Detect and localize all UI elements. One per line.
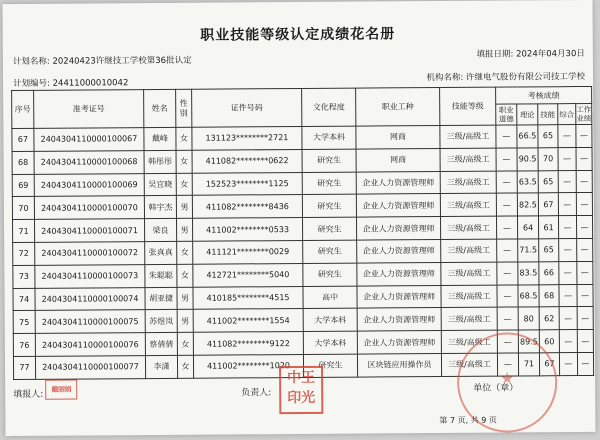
cell-comprehensive: —	[558, 125, 576, 148]
cell-skill: 66	[539, 261, 559, 284]
filler-signature-text: 戴丽娟	[51, 385, 71, 394]
seal-line-2: 印光	[287, 389, 316, 407]
cell-performance: —	[576, 170, 592, 193]
cell-education: 高中	[303, 286, 357, 309]
cell-id-no: 410185********4515	[193, 286, 303, 310]
cell-gender: 女	[177, 355, 193, 378]
cell-level: 三级/高级工	[441, 353, 497, 376]
seal-star-icon: ★	[499, 368, 515, 388]
plan-number-label: 计划编号:	[13, 78, 50, 89]
header-education: 文化程度	[302, 88, 356, 126]
header-ethics: 职业道德	[496, 104, 517, 125]
cell-education: 研究生	[302, 194, 356, 217]
cell-performance: —	[577, 261, 593, 284]
cell-performance: —	[576, 147, 592, 170]
cell-seq: 69	[12, 174, 34, 197]
cell-gender: 男	[176, 196, 192, 219]
cell-occupation: 企业人力资源管理师	[357, 331, 441, 354]
cell-education: 研究生	[302, 149, 356, 172]
cell-theory: 80	[518, 307, 539, 330]
cell-level: 三级/高级工	[440, 171, 496, 194]
header-skill: 技能	[538, 104, 558, 125]
cell-comprehensive: —	[559, 330, 577, 353]
cell-education: 研究生	[303, 354, 357, 377]
cell-id-no: 411121********0029	[193, 240, 303, 264]
cell-name: 吴宜晓	[144, 173, 176, 196]
cell-education: 大学本科	[302, 126, 356, 149]
cell-exam-no: 2404304110000100068	[34, 150, 144, 174]
cell-gender: 男	[177, 287, 193, 310]
cell-name: 李潇	[145, 355, 177, 378]
cell-name: 苏煜岚	[145, 310, 177, 333]
cell-comprehensive: —	[558, 193, 576, 216]
organization	[426, 70, 585, 83]
responsible-seal	[279, 366, 323, 414]
page-indicator: 第 7 页, 共 9 页	[439, 415, 497, 426]
cell-theory: 64	[517, 216, 538, 239]
cell-seq: 75	[13, 311, 35, 334]
cell-gender: 女	[177, 332, 193, 355]
cell-performance: —	[577, 284, 593, 307]
document-page	[2, 0, 595, 436]
cell-theory: 71.5	[518, 239, 539, 262]
cell-occupation: 网商	[356, 126, 440, 149]
cell-id-no: 411082********9122	[193, 332, 303, 356]
cell-exam-no: 2404304110000100069	[34, 173, 144, 197]
header-occupation: 职业工种	[356, 88, 440, 127]
plan-name-label: 计划名称:	[12, 56, 50, 67]
cell-skill: 67	[539, 353, 559, 376]
cell-comprehensive: —	[559, 284, 577, 307]
cell-seq: 72	[13, 242, 35, 265]
header-name: 姓名	[144, 89, 176, 127]
cell-occupation: 区块链应用操作员	[357, 353, 441, 376]
cell-performance: —	[576, 216, 592, 239]
cell-education: 研究生	[303, 263, 357, 286]
cell-id-no: 412721********5040	[193, 263, 303, 287]
cell-education: 研究生	[302, 217, 356, 240]
cell-theory: 71	[518, 353, 539, 376]
cell-id-no: 411082********0622	[192, 149, 302, 173]
org-label: 机构名称:	[426, 72, 464, 84]
cell-education: 研究生	[303, 240, 357, 263]
cell-seq: 71	[13, 220, 35, 243]
cell-name: 张真真	[145, 241, 177, 264]
cell-theory: 66.5	[517, 125, 538, 148]
cell-seq: 74	[13, 288, 35, 311]
cell-gender: 女	[177, 264, 193, 287]
cell-id-no: 411002********1554	[193, 309, 303, 333]
plan-name-value: 20240423许继技工学校第36批认定	[52, 55, 192, 67]
cell-theory: 89.5	[518, 330, 539, 353]
cell-skill: 65	[539, 239, 559, 262]
cell-name: 韩宇杰	[144, 196, 176, 219]
cell-name: 梁良	[145, 219, 177, 242]
cell-exam-no: 2404304110000100077	[35, 356, 145, 380]
cell-education: 研究生	[302, 172, 356, 195]
cell-ethics: —	[496, 125, 517, 148]
cell-occupation: 企业人力资源管理师	[357, 239, 441, 262]
cell-level: 三级/高级工	[441, 262, 497, 285]
cell-comprehensive: —	[559, 261, 577, 284]
cell-ethics: —	[496, 193, 517, 216]
cell-skill: 65	[538, 170, 558, 193]
cell-performance: —	[576, 193, 592, 216]
cell-education: 大学本科	[303, 331, 357, 354]
cell-level: 三级/高级工	[441, 330, 497, 353]
header-comprehensive: 综合	[558, 104, 576, 125]
cell-gender: 女	[176, 173, 192, 196]
cell-exam-no: 2404304110000100076	[35, 333, 145, 357]
cell-name: 蔡倩倩	[145, 333, 177, 356]
cell-performance: —	[577, 330, 593, 353]
cell-skill: 60	[539, 330, 559, 353]
cell-gender: 男	[177, 218, 193, 241]
cell-performance: —	[577, 238, 593, 261]
cell-exam-no: 2404304110000100067	[34, 128, 144, 152]
filler-signature-stamp	[45, 380, 77, 400]
cell-comprehensive: —	[558, 170, 576, 193]
fill-date-value: 2024年04月30日	[516, 49, 585, 60]
cell-occupation: 企业人力资源管理师	[357, 262, 441, 285]
cell-ethics: —	[497, 262, 518, 285]
cell-comprehensive: —	[558, 147, 576, 170]
cell-exam-no: 2404304110000100073	[35, 264, 145, 288]
filler-label: 填报人:	[13, 389, 44, 400]
cell-performance: —	[577, 307, 593, 330]
cell-exam-no: 2404304110000100072	[35, 242, 145, 266]
cell-name: 韩彤彤	[144, 150, 176, 173]
fill-date-label: 填报日期:	[476, 49, 514, 60]
cell-ethics: —	[497, 285, 518, 308]
cell-exam-no: 2404304110000100074	[35, 287, 145, 311]
unit-label: 单位（章）	[473, 383, 519, 394]
responsible-label: 负责人:	[241, 388, 272, 399]
cell-skill: 67	[538, 193, 558, 216]
cell-comprehensive: —	[559, 239, 577, 262]
cell-theory: 83.5	[518, 262, 539, 285]
cell-occupation: 企业人力资源管理师	[356, 217, 440, 240]
cell-skill: 70	[538, 147, 558, 170]
cell-occupation: 企业人力资源管理师	[356, 171, 440, 194]
plan-number-value: 24411000010042	[52, 78, 129, 89]
cell-name: 戴峰	[144, 127, 176, 150]
cell-theory: 90.5	[517, 148, 538, 171]
cell-id-no: 152523********1125	[192, 172, 302, 196]
cell-ethics: —	[497, 330, 518, 353]
cell-skill: 61	[538, 216, 558, 239]
cell-seq: 67	[12, 128, 34, 151]
cell-level: 三级/高级工	[440, 216, 496, 239]
cell-theory: 63.5	[517, 170, 538, 193]
plan-number	[13, 76, 128, 89]
cell-exam-no: 2404304110000100071	[35, 219, 145, 243]
cell-exam-no: 2404304110000100070	[34, 196, 144, 220]
cell-occupation: 企业人力资源管理师	[356, 194, 440, 217]
cell-skill: 62	[539, 307, 559, 330]
cell-seq: 76	[13, 334, 35, 357]
cell-level: 三级/高级工	[441, 239, 497, 262]
cell-seq: 77	[13, 356, 35, 379]
header-exam-no: 准考证号	[34, 90, 144, 129]
cell-level: 三级/高级工	[440, 125, 496, 148]
fill-date	[476, 47, 584, 60]
cell-performance: —	[577, 352, 593, 375]
seal-line-1: 中王	[287, 369, 316, 387]
cell-occupation: 企业人力资源管理师	[357, 308, 441, 331]
cell-id-no: 131123********2721	[192, 126, 302, 150]
cell-ethics: —	[496, 148, 517, 171]
cell-ethics: —	[497, 307, 518, 330]
cell-skill: 65	[538, 125, 558, 148]
cell-name: 朱聪聪	[145, 264, 177, 287]
cell-name: 胡亚捷	[145, 287, 177, 310]
document-title: 职业技能等级认定成绩花名册	[200, 26, 396, 44]
header-theory: 理论	[517, 104, 538, 125]
cell-skill: 68	[539, 284, 559, 307]
cell-ethics: —	[497, 239, 518, 262]
cell-exam-no: 2404304110000100075	[35, 310, 145, 334]
cell-seq: 68	[12, 151, 34, 174]
cell-level: 三级/高级工	[440, 194, 496, 217]
cell-gender: 女	[177, 241, 193, 264]
cell-level: 三级/高级工	[441, 307, 497, 330]
header-scores: 考核成绩	[496, 86, 592, 104]
cell-level: 三级/高级工	[441, 285, 497, 308]
cell-education: 大学本科	[303, 308, 357, 331]
cell-ethics: —	[496, 171, 517, 194]
plan-name	[13, 54, 192, 67]
cell-comprehensive: —	[559, 307, 577, 330]
cell-id-no: 411002********0533	[193, 218, 303, 242]
cell-theory: 82.5	[517, 193, 538, 216]
cell-seq: 73	[13, 265, 35, 288]
cell-gender: 女	[176, 127, 192, 150]
cell-occupation: 网商	[356, 148, 440, 171]
cell-ethics: —	[497, 353, 518, 376]
cell-seq: 70	[12, 197, 34, 220]
header-level: 技能等级	[440, 87, 496, 125]
header-performance: 工作业绩	[576, 104, 592, 124]
cell-occupation: 企业人力资源管理师	[357, 285, 441, 308]
cell-gender: 男	[177, 310, 193, 333]
cell-comprehensive: —	[558, 216, 576, 239]
header-seq: 序号	[12, 90, 34, 128]
cell-performance: —	[576, 124, 592, 147]
cell-id-no: 411002********1020	[193, 354, 303, 378]
header-gender: 性别	[176, 89, 192, 127]
cell-gender: 女	[176, 150, 192, 173]
cell-level: 三级/高级工	[440, 148, 496, 171]
cell-theory: 68.5	[518, 284, 539, 307]
cell-comprehensive: —	[559, 353, 577, 376]
header-id-no: 证件号码	[192, 88, 302, 127]
cell-id-no: 411082********8436	[192, 195, 302, 219]
cell-ethics: —	[496, 216, 517, 239]
org-value: 许继电气股份有限公司技工学校	[465, 71, 586, 83]
